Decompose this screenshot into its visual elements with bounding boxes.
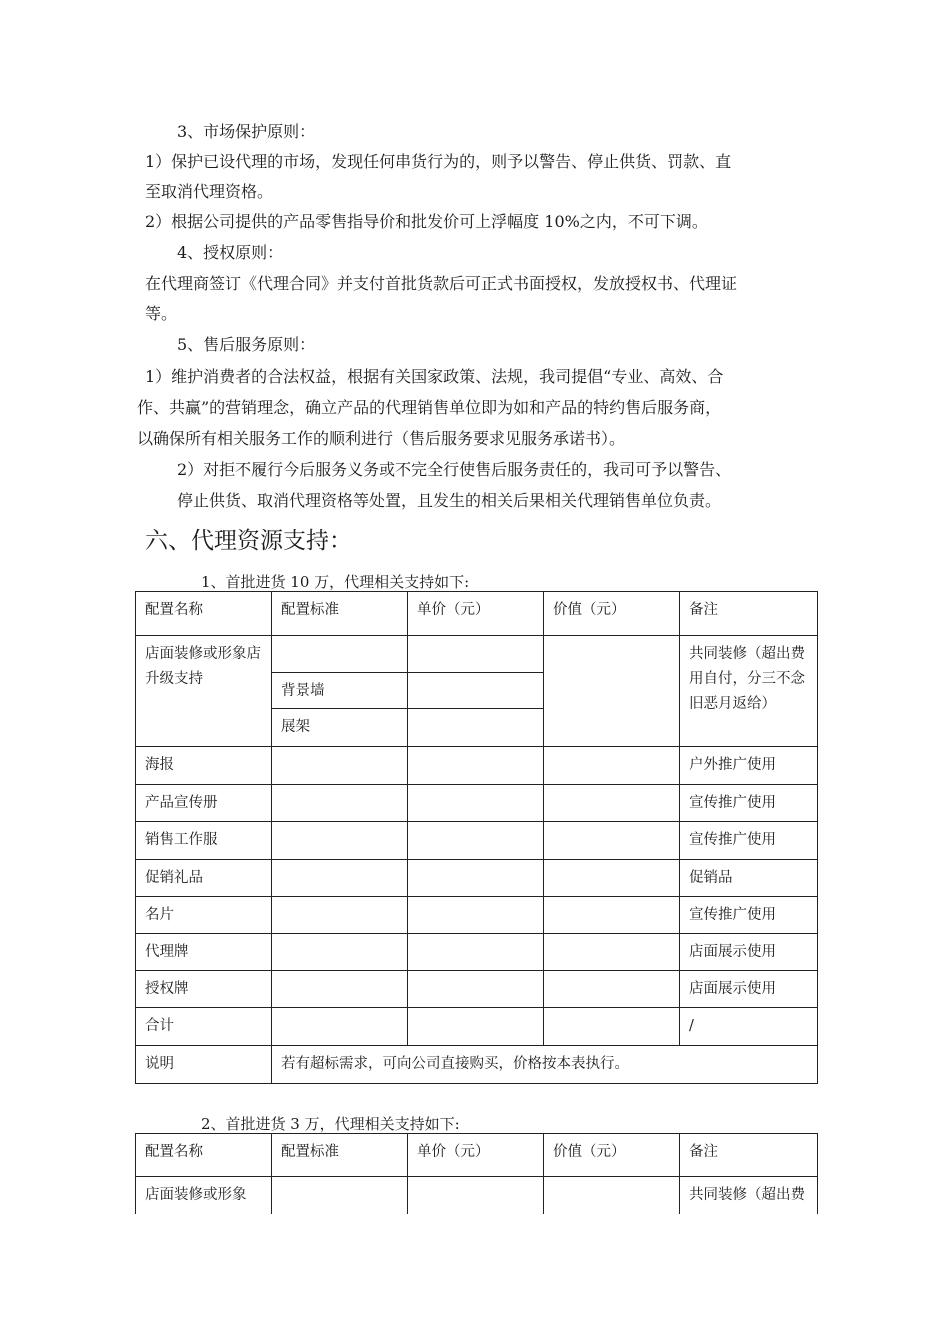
table-cell: [408, 636, 544, 673]
market-item1-line1: 1）保护已设代理的市场，发现任何串货行为的，则予以警告、停止供货、罚款、直: [145, 152, 732, 171]
table-header-row: [136, 592, 818, 636]
display-rack-cell: 展架: [272, 709, 408, 747]
item-name-cell: 名片: [136, 897, 272, 934]
header-cell: 单价（元）: [408, 592, 544, 636]
table-row: [136, 822, 818, 860]
market-item2: 2）根据公司提供的产品零售指导价和批发价可上浮幅度 10%之内，不可下调。: [145, 212, 708, 231]
table-row: [136, 897, 818, 934]
item-name-cell: 授权牌: [136, 971, 272, 1008]
after-sales-item1-line3: 以确保所有相关服务工作的顺利进行（售后服务要求见服务承诺书）。: [137, 429, 626, 448]
item-note-cell: 宣传推广使用: [680, 822, 818, 860]
table-row: [136, 971, 818, 1008]
config-table-1: [135, 591, 818, 1084]
store-upgrade-name-cell: 店面装修或形象: [136, 1177, 272, 1214]
table-cell: [272, 636, 408, 673]
item-note-cell: 户外推广使用: [680, 747, 818, 785]
total-label-cell: 合计: [136, 1008, 272, 1046]
after-sales-item2-line1: 2）对拒不履行今后服务义务或不完全行使售后服务责任的，我司可予以警告、: [177, 460, 732, 479]
store-upgrade-note-cell: 共同装修（超出费用自付，分三不念旧恶月返给）: [680, 636, 818, 747]
table-row: [136, 860, 818, 897]
item-name-cell: 销售工作服: [136, 822, 272, 860]
table2-caption: 2、首批进货 3 万，代理相关支持如下:: [201, 1115, 460, 1133]
item-note-cell: 宣传推广使用: [680, 897, 818, 934]
item-note-cell: 店面展示使用: [680, 971, 818, 1008]
header-cell: 配置标准: [272, 592, 408, 636]
table-cell: [408, 673, 544, 709]
total-note-cell: /: [680, 1008, 818, 1046]
table-cell: [544, 636, 680, 747]
resources-heading: 六、代理资源支持：: [145, 528, 352, 554]
header-cell: 配置名称: [136, 1134, 272, 1177]
table-row: [136, 636, 818, 673]
header-cell: 配置标准: [272, 1134, 408, 1177]
table-cell: [408, 709, 544, 747]
item-name-cell: 代理牌: [136, 934, 272, 971]
after-sales-item1-line2: 作、共赢”的营销理念，确立产品的代理销售单位即为如和产品的特约售后服务商，: [137, 398, 722, 417]
header-cell: 单价（元）: [408, 1134, 544, 1177]
item-note-cell: 宣传推广使用: [680, 785, 818, 822]
authorization-line1: 在代理商签订《代理合同》并支付首批货款后可正式书面授权，发放授权书、代理证: [145, 274, 738, 293]
section-market-title: 3、市场保护原则：: [177, 122, 316, 141]
table-row: [136, 934, 818, 971]
header-cell: 配置名称: [136, 592, 272, 636]
store-upgrade-note-cell: 共同装修（超出费: [680, 1177, 818, 1214]
authorization-line2: 等。: [145, 304, 178, 323]
item-name-cell: 产品宣传册: [136, 785, 272, 822]
item-name-cell: 海报: [136, 747, 272, 785]
background-wall-cell: 背景墙: [272, 673, 408, 709]
total-row: [136, 1008, 818, 1046]
table-row: [136, 785, 818, 822]
remark-text-cell: 若有超标需求，可向公司直接购买，价格按本表执行。: [272, 1046, 818, 1084]
section-authorization-title: 4、授权原则：: [177, 243, 284, 262]
header-cell: 价值（元）: [544, 592, 680, 636]
after-sales-item1-line1: 1）维护消费者的合法权益，根据有关国家政策、法规，我司提倡“专业、高效、合: [145, 367, 724, 386]
table-row: [136, 747, 818, 785]
item-note-cell: 促销品: [680, 860, 818, 897]
remark-row: [136, 1046, 818, 1084]
table-row: [136, 1177, 818, 1214]
table-header-row: [136, 1134, 818, 1177]
header-cell: 备注: [680, 592, 818, 636]
after-sales-item2-line2: 停止供货、取消代理资格等处置，且发生的相关后果相关代理销售单位负责。: [177, 491, 722, 510]
header-cell: 备注: [680, 1134, 818, 1177]
header-cell: 价值（元）: [544, 1134, 680, 1177]
remark-label-cell: 说明: [136, 1046, 272, 1084]
config-table-2: [135, 1133, 818, 1214]
item-note-cell: 店面展示使用: [680, 934, 818, 971]
store-upgrade-name-cell: 店面装修或形象店升级支持: [136, 636, 272, 747]
market-item1-line2: 至取消代理资格。: [145, 182, 274, 201]
table1-caption: 1、首批进货 10 万，代理相关支持如下:: [201, 573, 470, 591]
section-after-sales-title: 5、售后服务原则：: [177, 335, 316, 354]
item-name-cell: 促销礼品: [136, 860, 272, 897]
